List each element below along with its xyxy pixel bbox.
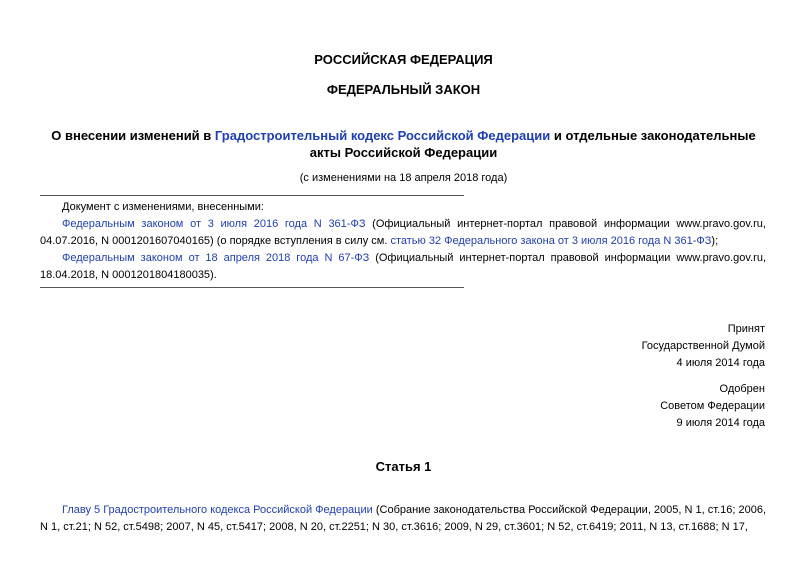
title-code-link[interactable]: Градостроительный кодекс Российской Федерации xyxy=(214,128,551,143)
adopted-line-1: Принят xyxy=(727,323,765,335)
article-32-link[interactable]: статью 32 Федерального закона от 3 июля 2016 года N 361-ФЗ xyxy=(390,235,712,247)
chapter-5-link[interactable]: Главу 5 Градостроительного кодекса Российской Федерации xyxy=(62,504,373,516)
revision-subtitle: (с изменениями на 18 апреля 2018 года) xyxy=(299,172,508,184)
changes-block xyxy=(40,199,766,284)
top-divider xyxy=(40,195,464,196)
changes-intro: Документ с изменениями, внесенными: xyxy=(62,201,264,213)
approved-line-1: Одобрен xyxy=(719,383,765,395)
title-text-start: О внесении изменений в xyxy=(51,128,215,143)
adopted-line-2: Государственной Думой xyxy=(641,340,765,352)
change-item-2-text: (Официальный интернет-портал правовой информации www.pravo.gov.ru, 18.04.2018, N 0001201804180035). xyxy=(40,252,766,281)
change-item-1-text: (Официальный интернет-портал правовой информации www.pravo.gov.ru, 04.07.2016, N 0001201607040165) (о порядке вступления в силу см. xyxy=(40,218,766,247)
adopted-block xyxy=(642,321,765,372)
bottom-divider xyxy=(40,287,464,288)
adopted-line-3: 4 июля 2014 года xyxy=(676,357,765,369)
country-heading: РОССИЙСКАЯ ФЕДЕРАЦИЯ xyxy=(314,52,493,67)
change-item-1 xyxy=(40,216,766,250)
change-item-2 xyxy=(40,250,766,284)
law-title xyxy=(40,127,767,161)
article-body xyxy=(40,502,766,536)
title-text-end: и отдельные законодательные акты Российской Федерации xyxy=(309,128,756,160)
article-body-text: (Собрание законодательства Российской Федерации, 2005, N 1, ст.16; 2006, N 1, ст.21; N 52, ст.5498; 2007, N 45, ст.5417; 2008, N 20, ст.2251; N 30, ст.3616; 2009, N 29, ст.3601; N 52, ст.6419; 2011, N 13, ст.1688; N 17, xyxy=(40,504,766,533)
law-361-link[interactable]: Федеральным законом от 3 июля 2016 года N 361-ФЗ xyxy=(62,218,366,230)
law-67-link[interactable]: Федеральным законом от 18 апреля 2018 года N 67-ФЗ xyxy=(62,252,370,264)
approved-line-3: 9 июля 2014 года xyxy=(676,417,765,429)
law-type-heading: ФЕДЕРАЛЬНЫЙ ЗАКОН xyxy=(326,82,481,97)
change-item-1-end: ); xyxy=(711,235,719,247)
article-heading: Статья 1 xyxy=(375,459,432,474)
approved-block xyxy=(660,381,765,432)
approved-line-2: Советом Федерации xyxy=(660,400,765,412)
